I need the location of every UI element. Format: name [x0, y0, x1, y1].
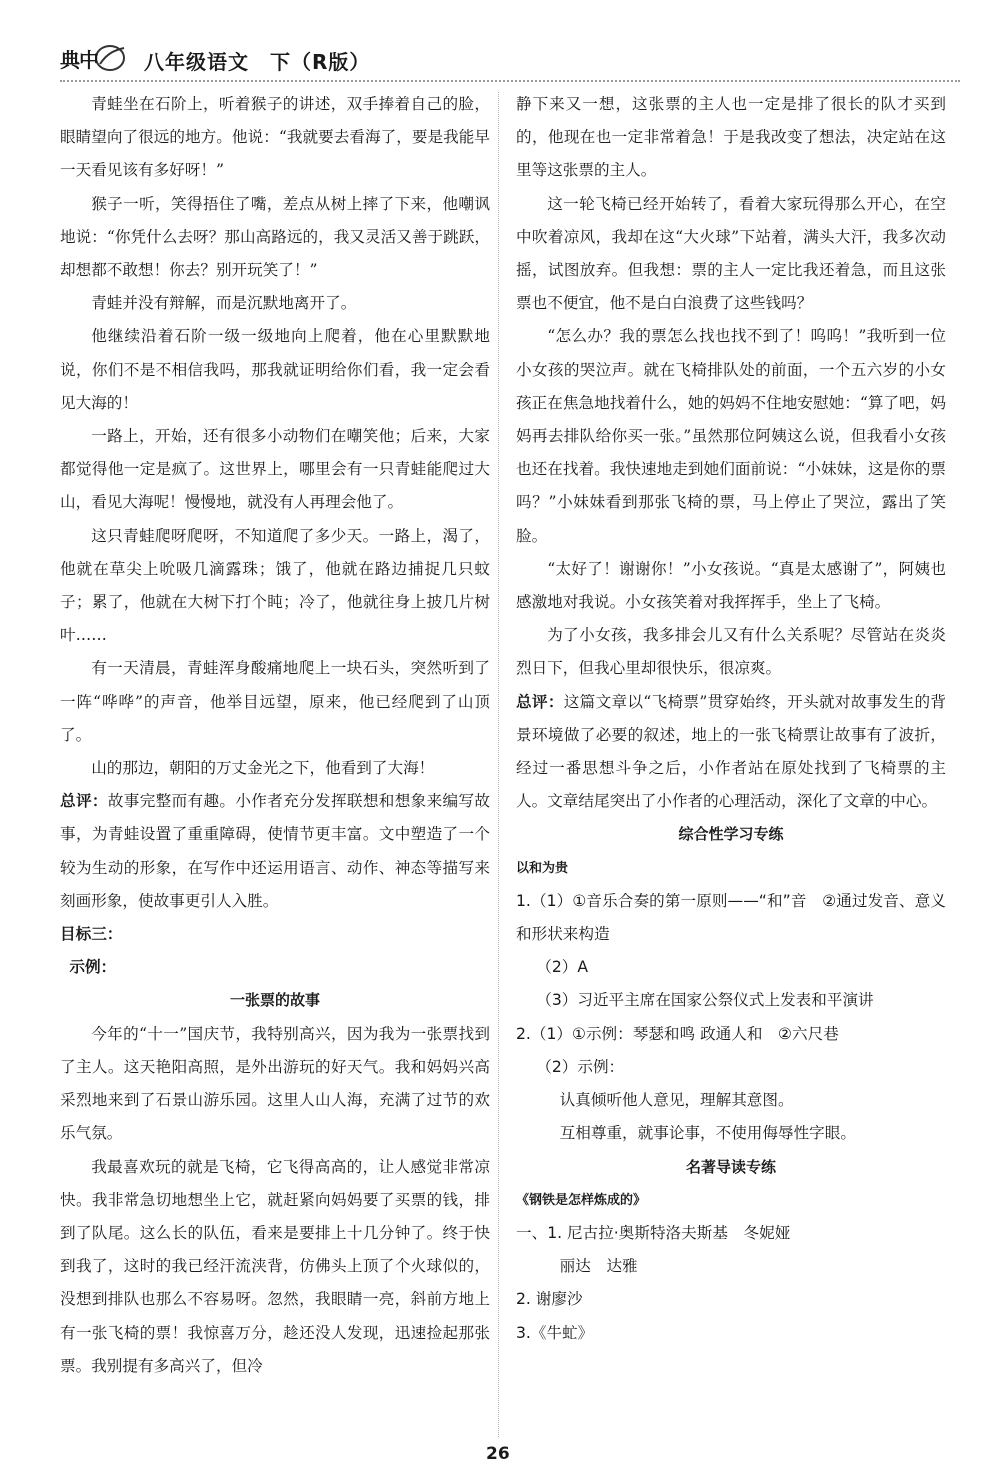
paragraph: 我最喜欢玩的就是飞椅，它飞得高高的，让人感觉非常凉快。我非常急切地想坐上它，就赶紧向妈妈要了买票的钱，排到了队尾。这么长的队伍，看来是要排上十几分钟了。终于快到我了，这时的我已经汗流浃背，仿佛头上顶了个火球似的，没想到排队也那么不容易呀。忽然，我眼睛一亮，斜前方地上有一张飞椅的票！我惊喜万分，趁还没人发现，迅速捡起那张票。我别提有多高兴了，但冷 [60, 1157, 490, 1375]
section-subtitle: 《钢铁是怎样炼成的》 [516, 1192, 647, 1208]
review-text: 故事完整而有趣。小作者充分发挥联想和想象来编写故事，为青蛙设置了重重障碍，使情节更丰富。文中塑造了一个较为生动的形象，在写作中还运用语言、动作、神态等描写来刻画形象，使故事更引人入胜。 [60, 792, 490, 910]
answer-line: 3.《牛虻》 [516, 1323, 594, 1342]
example-label: 示例： [69, 958, 117, 977]
goal-label: 目标三： [60, 925, 123, 944]
page-header [60, 40, 960, 82]
paragraph: 青蛙并没有辩解，而是沉默地离开了。 [91, 294, 357, 313]
answer-line: 1.（1）①音乐合奏的第一原则——“和”音 ②通过发音、意义和形状来构造 [516, 891, 946, 944]
answer-line: 互相尊重，就事论事，不使用侮辱性字眼。 [559, 1124, 856, 1143]
answer-line: （3）习近平主席在国家公祭仪式上发表和平演讲 [536, 991, 874, 1010]
answer-line: （2）示例： [536, 1057, 625, 1076]
paragraph: 一路上，开始，还有很多小动物们在嘲笑他；后来，大家都觉得他一定是疯了。这世界上，哪里会有一只青蛙能爬过大山，看见大海呢！慢慢地，就没有人再理会他了。 [60, 427, 490, 512]
paragraph: “太好了！谢谢你！”小女孩说。“真是太感谢了”，阿姨也感激地对我说。小女孩笑着对我挥挥手，坐上了飞椅。 [516, 559, 946, 612]
paragraph: “怎么办？我的票怎么找也找不到了！呜呜！”我听到一位小女孩的哭泣声。就在飞椅排队处的前面，一个五六岁的小女孩正在焦急地找着什么，她的妈妈不住地安慰她：“算了吧，妈妈再去排队给你买一张。”虽然那位阿姨这么说，但我看小女孩也还在找着。我快速地走到她们面前说：“小妹妹，这是你的票吗？”小妹妹看到那张飞椅的票，马上停止了哭泣，露出了笑脸。 [516, 327, 946, 545]
answer-line: 2. 谢廖沙 [516, 1290, 583, 1309]
right-column [516, 88, 946, 1350]
answer-line: 认真倾听他人意见，理解其意图。 [559, 1091, 794, 1110]
paragraph: 猴子一听，笑得捂住了嘴，差点从树上摔了下来，他嘲讽地说：“你凭什么去呀？那山高路远的，我又灵活又善于跳跃，却想都不敢想！你去？别开玩笑了！” [60, 194, 490, 280]
paragraph: 山的那边，朝阳的万丈金光之下，他看到了大海！ [91, 759, 435, 778]
answer-line: 2.（1）①示例：琴瑟和鸣 政通人和 ②六尺巷 [516, 1024, 839, 1043]
review-text: 这篇文章以“飞椅票”贯穿始终，开头就对故事发生的背景环境做了必要的叙述，地上的一张飞椅票让故事有了波折，经过一番思想斗争之后，小作者站在原处找到了飞椅票的主人。文章结尾突出了小作者的心理活动，深化了文章的中心。 [516, 692, 946, 811]
paragraph: 静下来又一想，这张票的主人也一定是排了很长的队才买到的，他现在也一定非常着急！于是我改变了想法，决定站在这里等这张票的主人。 [516, 95, 946, 180]
left-column [60, 88, 490, 1383]
review-paragraph [60, 785, 490, 918]
review-label: 总评： [60, 792, 108, 811]
review-paragraph [516, 686, 946, 819]
column-divider [498, 92, 499, 1437]
paragraph: 为了小女孩，我多排会儿又有什么关系呢？尽管站在炎炎烈日下，但我心里却很快乐，很凉爽。 [516, 626, 946, 678]
answer-line: 一、1. 尼古拉·奥斯特洛夫斯基 冬妮娅 [516, 1223, 791, 1242]
essay-title: 一张票的故事 [229, 991, 320, 1010]
answer-line: （2）A [536, 958, 589, 977]
paragraph: 这只青蛙爬呀爬呀，不知道爬了多少天。一路上，渴了，他就在草尖上吮吸几滴露珠；饿了，他就在路边捕捉几只蚊子；累了，他就在大树下打个盹；冷了，他就往身上披几片树叶…… [60, 526, 490, 645]
page-title: 八年级语文 下（R版） [144, 50, 371, 74]
paragraph: 有一天清晨，青蛙浑身酸痛地爬上一块石头，突然听到了一阵“哗哗”的声音，他举目远望，原来，他已经爬到了山顶了。 [60, 659, 490, 744]
section-title-reading: 名著导读专练 [685, 1157, 776, 1176]
answer-line: 丽达 达雅 [559, 1257, 638, 1276]
logo-text: 典中 [60, 48, 98, 72]
paragraph: 他继续沿着石阶一级一级地向上爬着，他在心里默默地说，你们不是不相信我吗，那我就证明给你们看，我一定会看见大海的！ [60, 327, 490, 412]
paragraph: 青蛙坐在石阶上，听着猴子的讲述，双手捧着自己的脸，眼睛望向了很远的地方。他说：“我就要去看海了，要是我能早一天看见该有多好呀！” [60, 95, 490, 180]
review-label: 总评： [516, 692, 564, 711]
page-number: 26 [486, 1444, 510, 1464]
paragraph: 今年的“十一”国庆节，我特别高兴，因为我为一张票找到了主人。这天艳阳高照，是外出游玩的好天气。我和妈妈兴高采烈地来到了石景山游乐园。这里人山人海，充满了过节的欢乐气氛。 [60, 1024, 490, 1143]
section-title-comprehensive: 综合性学习专练 [678, 825, 784, 844]
paragraph: 这一轮飞椅已经开始转了，看着大家玩得那么开心，在空中吹着凉风，我却在这“大火球”下站着，满头大汗，我多次动摇，试图放弃。但我想：票的主人一定比我还着急，而且这张票也不便宜，他不是白白浪费了这些钱吗？ [516, 194, 946, 313]
section-subtitle: 以和为贵 [516, 860, 569, 876]
